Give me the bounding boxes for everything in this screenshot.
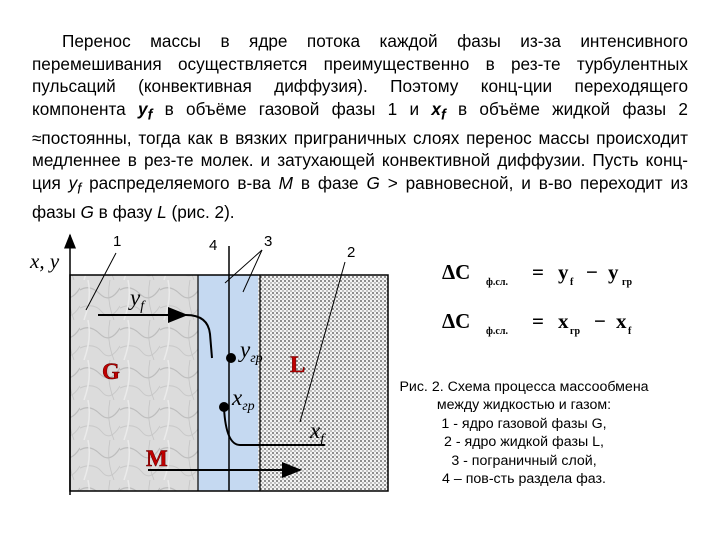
formula-1-eq: = — [532, 260, 544, 284]
symbol-yf-2: $y_f$ — [68, 173, 82, 198]
caption-line-4: 2 - ядро жидкой фазы L, — [444, 434, 604, 451]
caption-line-1: Рис. 2. Схема процесса массообмена — [399, 379, 649, 395]
formula-1-lhs: ΔC — [442, 260, 471, 284]
substance-label-M: M — [146, 446, 168, 471]
body-paragraph — [32, 30, 688, 224]
callout-3: 3 — [264, 233, 273, 250]
label-yf: $y_f$ — [130, 285, 145, 314]
formula-2-term2-sub: f — [628, 326, 632, 337]
phase-label-L: L — [290, 352, 306, 377]
symbol-yf: $y_f$ — [138, 98, 153, 124]
formula-2-term1: x — [558, 309, 569, 333]
formula-2-lhs-sub: ф.сл. — [486, 326, 508, 337]
caption-line-6: 4 – пов-сть раздела фаз. — [442, 471, 606, 488]
caption-line-2: между жидкостью и газом: — [436, 397, 612, 414]
figure-caption — [393, 378, 655, 488]
callout-4: 4 — [209, 237, 218, 254]
paragraph-text-2: в объёме газовой фазы 1 и — [152, 98, 432, 119]
paragraph-text-8: (рис. 2). — [166, 202, 235, 223]
formula-1-op: − — [586, 260, 598, 284]
axis-label: x, y — [30, 249, 60, 273]
caption-line-5: 3 - пограничный слой, — [451, 452, 597, 469]
formula-2-eq: = — [532, 309, 544, 333]
paragraph-text-5: в фазе — [292, 173, 367, 193]
formula-gas-side — [440, 253, 690, 289]
formula-liquid-side — [440, 302, 690, 338]
symbol-G-2: G — [80, 202, 94, 223]
mass-transfer-diagram — [0, 226, 400, 540]
paragraph-text-4: распределяемого в-ва — [81, 173, 279, 193]
liquid-phase-region — [258, 275, 388, 491]
paragraph-text-6: > равновесной, и в-во переходит из фазы — [32, 173, 689, 223]
phase-label-G: G — [102, 359, 120, 384]
formula-2-op: − — [594, 309, 606, 333]
label-ygr: $y_{гр}$ — [240, 337, 263, 366]
formula-liquid-svg — [440, 302, 690, 338]
callout-2: 2 — [347, 244, 356, 261]
formula-2-lhs: ΔC — [442, 309, 471, 333]
caption-line-3: 1 - ядро газовой фазы G, — [441, 415, 607, 432]
formula-gas-svg — [440, 253, 690, 289]
symbol-L: L — [157, 202, 167, 223]
formula-2-term1-sub: гр — [570, 326, 581, 337]
formula-2-term2: x — [616, 309, 627, 333]
symbol-M: M — [278, 173, 293, 193]
formula-1-term1-sub: f — [570, 277, 574, 288]
interface-point-xgr — [219, 402, 229, 412]
paragraph-text-3: в объёме жидкой фазы 2 ≈постоянны, тогда как в вязких приграничных слоях перенос массы происходит медленнее в рез-те молек. и затухающей конвективной диффузии. Пусть конц-ция — [32, 98, 688, 193]
paragraph-text-1: Перенос массы в ядре потока каждой фазы из-за интенсивного перемешивания осуществляется преимущественно в рез-те турбулентных пульсаций (конвективная диффузия). Поэтому конц-ции переходящего компонента — [32, 31, 688, 119]
label-xf: $x_f$ — [310, 418, 325, 447]
formula-1-term2: y — [608, 260, 619, 284]
callout-1: 1 — [113, 233, 122, 250]
symbol-xf: $x_f$ — [431, 98, 446, 124]
symbol-G: G — [366, 173, 380, 193]
formula-1-term1: y — [558, 260, 569, 284]
interface-point-ygr — [226, 353, 236, 363]
label-xgr: $x_{гр}$ — [232, 385, 255, 414]
formula-1-lhs-sub: ф.сл. — [486, 277, 508, 288]
paragraph-text-7: в фазу — [93, 202, 158, 223]
formula-1-term2-sub: гр — [622, 277, 633, 288]
